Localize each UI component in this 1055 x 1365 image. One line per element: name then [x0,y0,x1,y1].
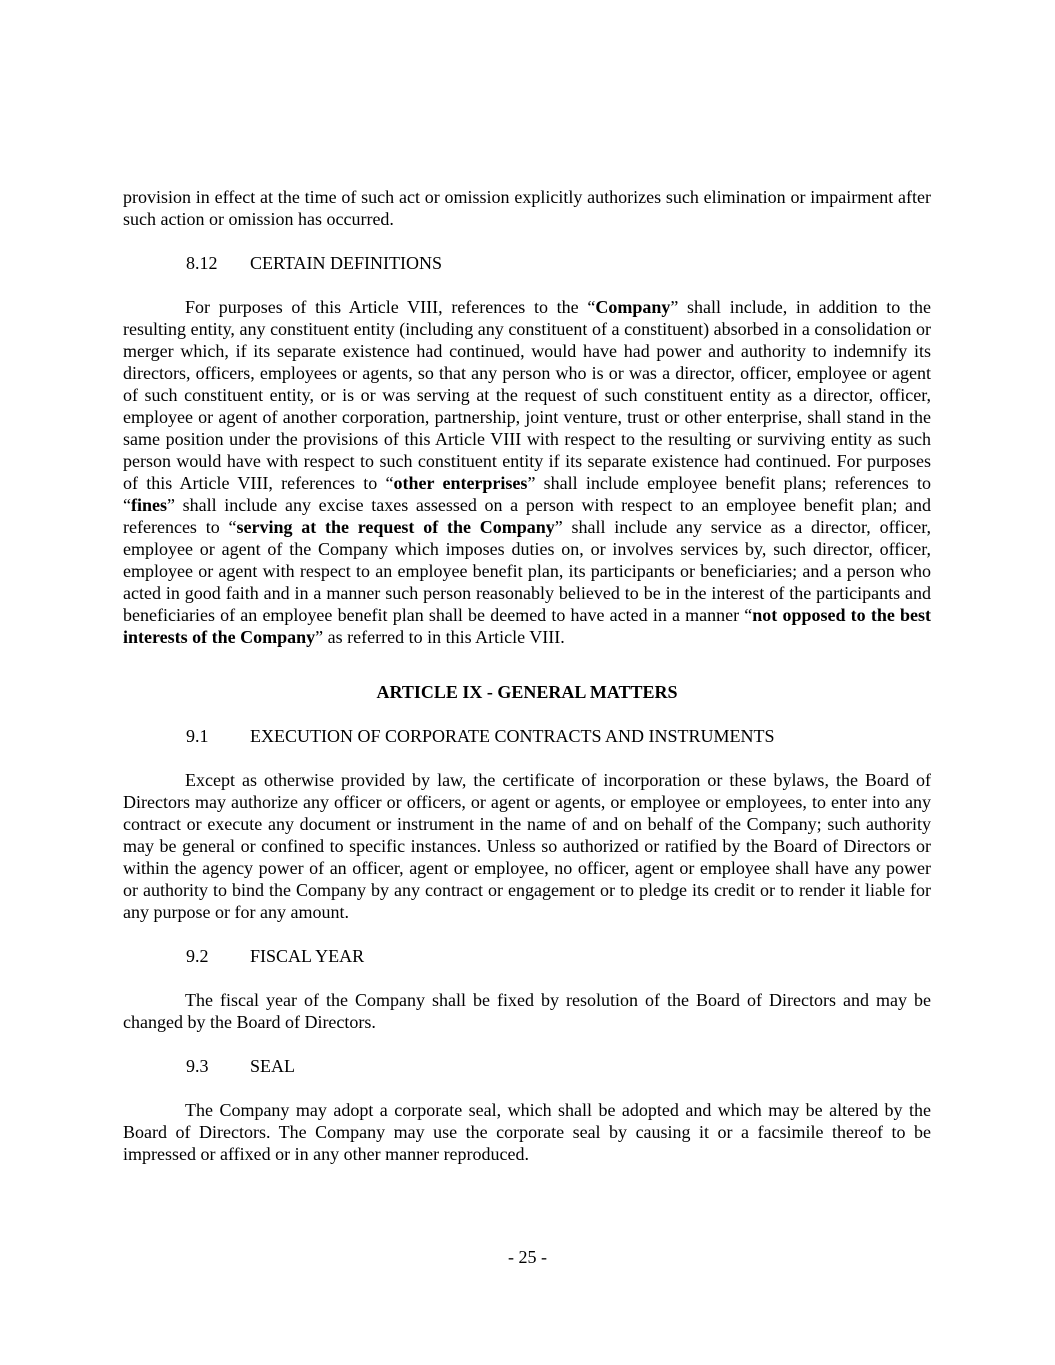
section-number-9-1: 9.1 [186,726,209,746]
section-title-9-2: FISCAL YEAR [250,946,365,966]
document-content [123,186,931,1165]
section-heading-8-12 [186,252,931,274]
article-ix-heading: ARTICLE IX - GENERAL MATTERS [376,682,678,702]
paragraph-8-12: For purposes of this Article VIII, references to the “Company” shall include, in addition to the resulting entity, any constituent entity (including any constituent of a constituent) absorbed in a consolidation or merger which, if its separate existence had continued, would have had power and authority to indemnify its directors, officers, employees or agents, so that any person who is or was a director, officer, employee or agent of such constituent entity, or is or was serving at the request of such constituent entity as a director, officer, employee or agent of another corporation, partnership, joint venture, trust or other enterprise, shall stand in the same position under the provisions of this Article VIII with respect to the resulting or surviving entity as such person would have with respect to such constituent entity if its separate existence had continued. For purposes of this Article VIII, references to “other enterprises” shall include employee benefit plans; references to “fines” shall include any excise taxes assessed on a person with respect to an employee benefit plan; and references to “serving at the request of the Company” shall include any service as a director, officer, employee or agent of the Company which imposes duties on, or involves services by, such director, officer, employee or agent with respect to an employee benefit plan, its participants or beneficiaries; and a person who acted in good faith and in a manner such person reasonably believed to be in the interest of the participants and beneficiaries of an employee benefit plan shall be deemed to have acted in a manner “not opposed to the best interests of the Company” as referred to in this Article VIII. [123,297,932,647]
section-title-9-3: SEAL [250,1056,295,1076]
section-heading-9-2 [186,945,931,967]
section-number-9-2: 9.2 [186,946,209,966]
paragraph-continuation: provision in effect at the time of such act or omission explicitly authorizes such elimination or impairment after such action or omission has occurred. [123,187,931,229]
page-number: - 25 - [508,1247,547,1267]
section-heading-9-3 [186,1055,931,1077]
section-number-8-12: 8.12 [186,253,218,273]
section-number-9-3: 9.3 [186,1056,209,1076]
paragraph-9-1: Except as otherwise provided by law, the certificate of incorporation or these bylaws, the Board of Directors may authorize any officer or officers, or agent or agents, or employee or employees, to enter into any contract or execute any document or instrument in the name of and on behalf of the Company; such authority may be general or confined to specific instances. Unless so authorized or ratified by the Board of Directors or within the agency power of an officer, agent or employee, no officer, agent or employee shall have any power or authority to bind the Company by any contract or engagement or to pledge its credit or to render it liable for any purpose or for any amount. [123,770,931,922]
paragraph-9-3: The Company may adopt a corporate seal, which shall be adopted and which may be altered by the Board of Directors. The Company may use the corporate seal by causing it or a facsimile thereof to be impressed or affixed or in any other manner reproduced. [123,1100,931,1164]
section-heading-9-1 [186,725,931,747]
section-title-9-1: EXECUTION OF CORPORATE CONTRACTS AND INSTRUMENTS [250,726,775,746]
paragraph-9-2: The fiscal year of the Company shall be fixed by resolution of the Board of Directors and may be changed by the Board of Directors. [123,990,931,1032]
section-title-8-12: CERTAIN DEFINITIONS [250,253,442,273]
